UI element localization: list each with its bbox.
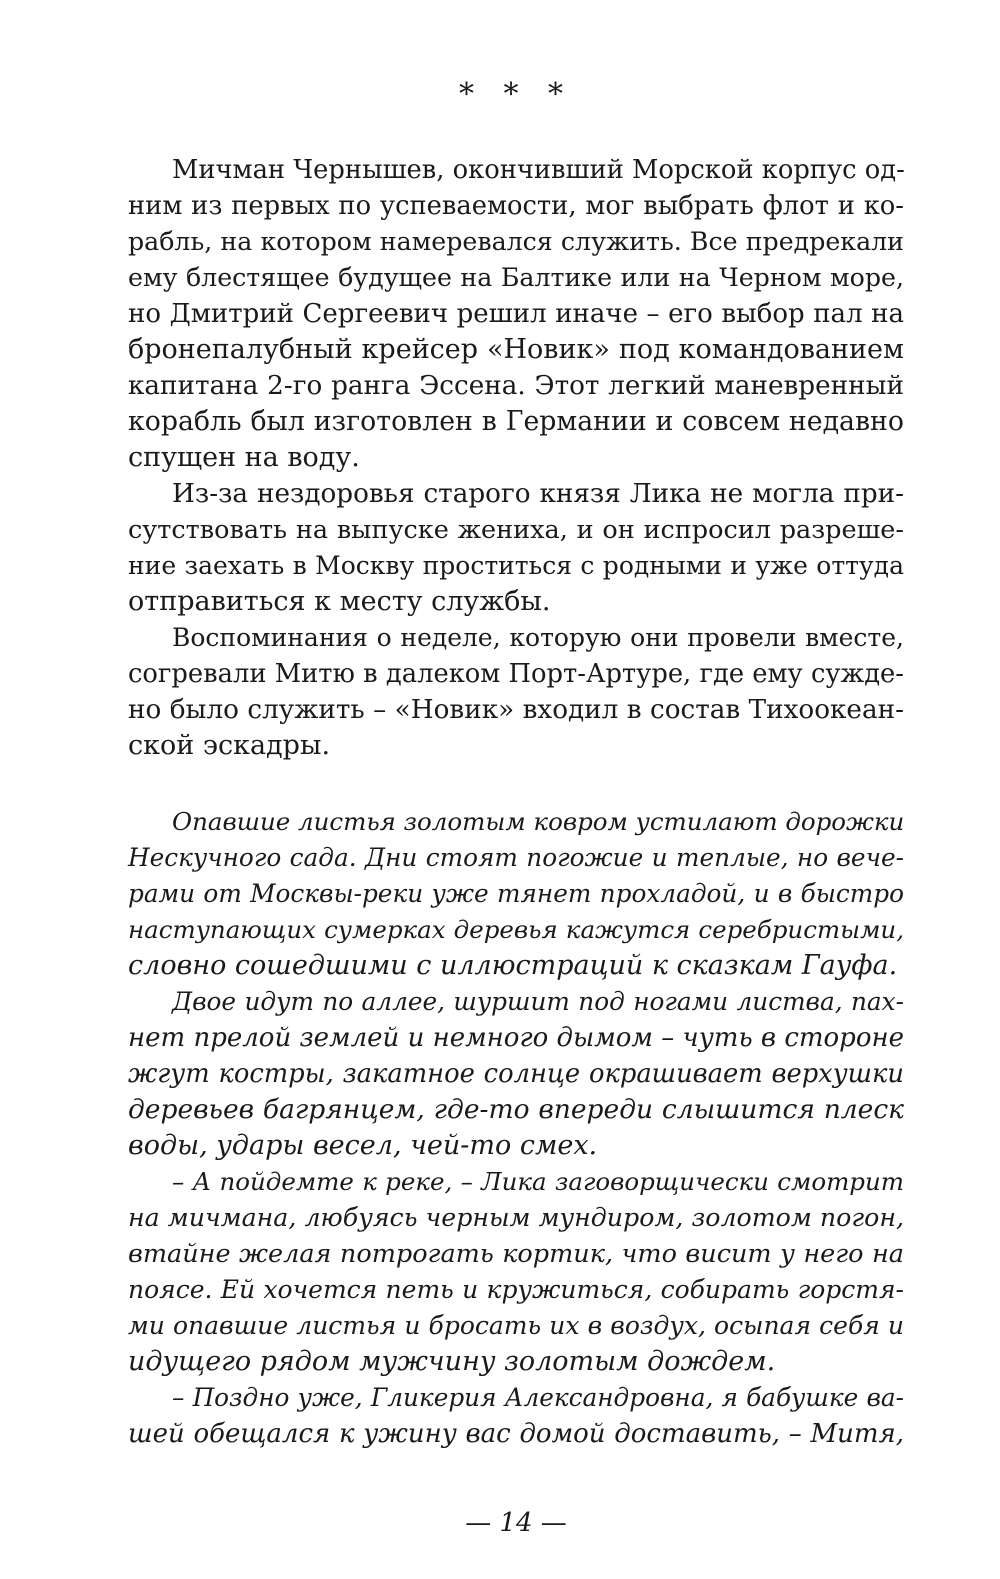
text-line: наступающих сумерках деревья кажутся серебристыми, [128,915,904,944]
text-line: но было служить – «Новик» входил в состав Тихоокеан- [128,695,904,725]
text-line: – А пойдемте к реке, – Лика заговорщически смотрит [172,1167,904,1196]
text-line: Двое идут по аллее, шуршит под ногами листва, пах- [172,987,904,1016]
text-line: Мичман Чернышев, окончивший Морской корпус од- [172,155,905,185]
text-line: бронепалубный крейсер «Новик» под командованием [128,334,904,365]
section-separator: * * * [458,77,574,112]
text-line: Опавшие листья золотым ковром устилают дорожки [172,807,905,836]
text-line: Из-за нездоровья старого князя Лика не могла при- [172,479,904,509]
text-line: но Дмитрий Сергеевич решил иначе – его выбор пал на [128,299,904,329]
text-line: рабль, на котором намеревался служить. Все предрекали [128,227,904,256]
section-flashback [128,804,904,1452]
text-line: рами от Москвы-реки уже тянет прохладой, и в быстро [128,879,904,908]
text-line: ние заехать в Москву проститься с родными и уже оттуда [128,551,904,580]
paragraph [128,804,904,984]
paragraph [128,152,904,476]
text-line: капитана 2-го ранга Эссена. Этот легкий маневренный [128,371,904,401]
text-line: втайне желая потрогать кортик, что висит у него на [128,1239,904,1269]
text-line: идущего рядом мужчину золотым дождем. [128,1346,776,1377]
section-narrative [128,152,904,764]
text-line: воды, удары весел, чей-то смех. [128,1130,598,1161]
text-line: согревали Митю в далеком Порт-Артуре, где ему сужде- [128,659,904,689]
text-line: жгут костры, закатное солнце окрашивает верхушки [128,1059,904,1089]
page-number: — 14 — [465,1508,567,1538]
paragraph [128,476,904,620]
text-line: спущен на воду. [128,442,360,473]
paragraph [128,1164,904,1380]
text-line: ми опавшие листья и бросать их в воздух, осыпая себя и [128,1311,904,1340]
text-line: – Поздно уже, Гликерия Александровна, я бабушке ва- [172,1383,904,1412]
text-line: ской эскадры. [128,730,331,761]
text-line: нет прелой землей и немного дымом – чуть в стороне [128,1023,904,1053]
paragraph [128,1380,904,1452]
text-line: сутствовать на выпуске жениха, и он испросил разреше- [128,515,904,545]
text-line: словно сошедшими с иллюстраций к сказкам Гауфа. [128,950,898,981]
book-page [128,0,904,1579]
text-line: деревьев багрянцем, где-то впереди слышится плеск [128,1094,904,1125]
paragraph [128,620,904,764]
text-line: ему блестящее будущее на Балтике или на Черном море, [128,263,904,292]
text-line: поясе. Ей хочется петь и кружиться, собирать горстя- [128,1275,904,1304]
text-line: ним из первых по успеваемости, мог выбрать флот и ко- [128,191,904,221]
text-line: Нескучного сада. Дни стоят погожие и теплые, но вече- [128,843,904,872]
paragraph [128,984,904,1164]
text-line: отправиться к месту службы. [128,586,551,617]
text-line: Воспоминания о неделе, которую они провели вместе, [172,623,904,652]
text-line: на мичмана, любуясь черным мундиром, золотом погон, [128,1203,904,1232]
text-line: корабль был изготовлен в Германии и совсем недавно [128,406,904,437]
text-line: шей обещался к ужину вас домой доставить, – Митя, [128,1419,904,1449]
